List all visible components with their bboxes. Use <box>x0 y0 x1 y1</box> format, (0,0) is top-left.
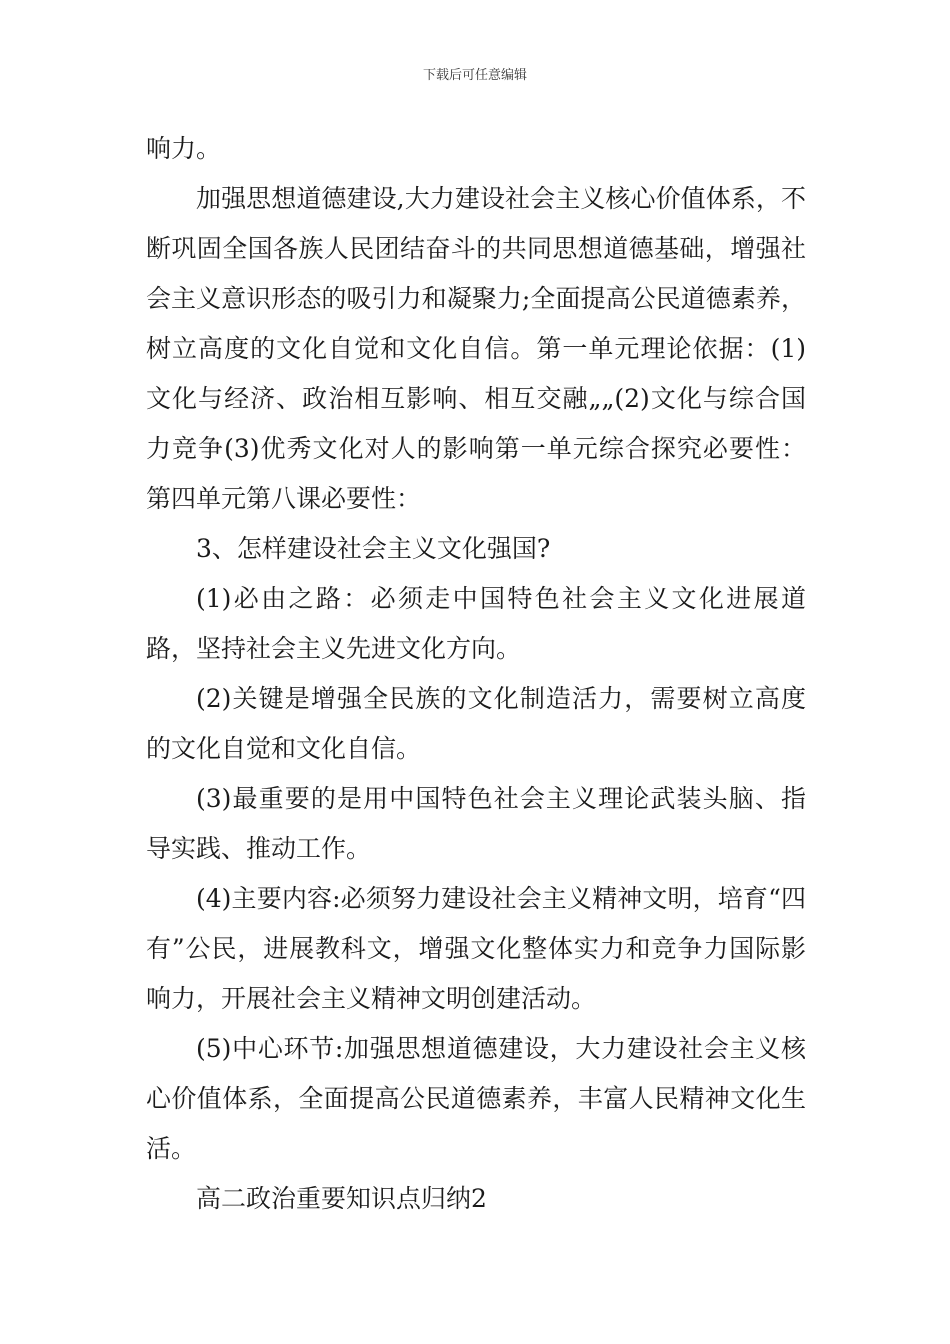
section-title: 高二政治重要知识点归纳2 <box>196 1184 487 1213</box>
paragraph-4: (1)必由之路：必须走中国特色社会主义文化进展道路，坚持社会主义先进文化方向。 <box>146 584 806 663</box>
page-header: 下载后可任意编辑 <box>422 68 527 83</box>
paragraph-8: (5)中心环节:加强思想道德建设，大力建设社会主义核心价值体系，全面提高公民道德素养，丰富人民精神文化生活。 <box>146 1034 806 1163</box>
paragraph-2: 加强思想道德建设,大力建设社会主义核心价值体系，不断巩固全国各族人民团结奋斗的共同思想道德基础，增强社会主义意识形态的吸引力和凝聚力;全面提高公民道德素养，树立高度的文化自觉和文化自信。第一单元理论依据：(1)文化与经济、政治相互影响、相互交融„„(2)文化与综合国力竞争(3)优秀文化对人的影响第一单元综合探究必要性：第四单元第八课必要性： <box>146 184 806 513</box>
document-body <box>146 124 806 1224</box>
paragraph-7: (4)主要内容:必须努力建设社会主义精神文明，培育“四有”公民，进展教科文，增强文化整体实力和竞争力国际影响力，开展社会主义精神文明创建活动。 <box>146 884 806 1013</box>
paragraph-3-heading: 3、怎样建设社会主义文化强国? <box>196 534 551 563</box>
paragraph-5: (2)关键是增强全民族的文化制造活力，需要树立高度的文化自觉和文化自信。 <box>146 684 806 763</box>
paragraph-1: 响力。 <box>146 134 222 163</box>
paragraph-6: (3)最重要的是用中国特色社会主义理论武装头脑、指导实践、推动工作。 <box>146 784 806 863</box>
